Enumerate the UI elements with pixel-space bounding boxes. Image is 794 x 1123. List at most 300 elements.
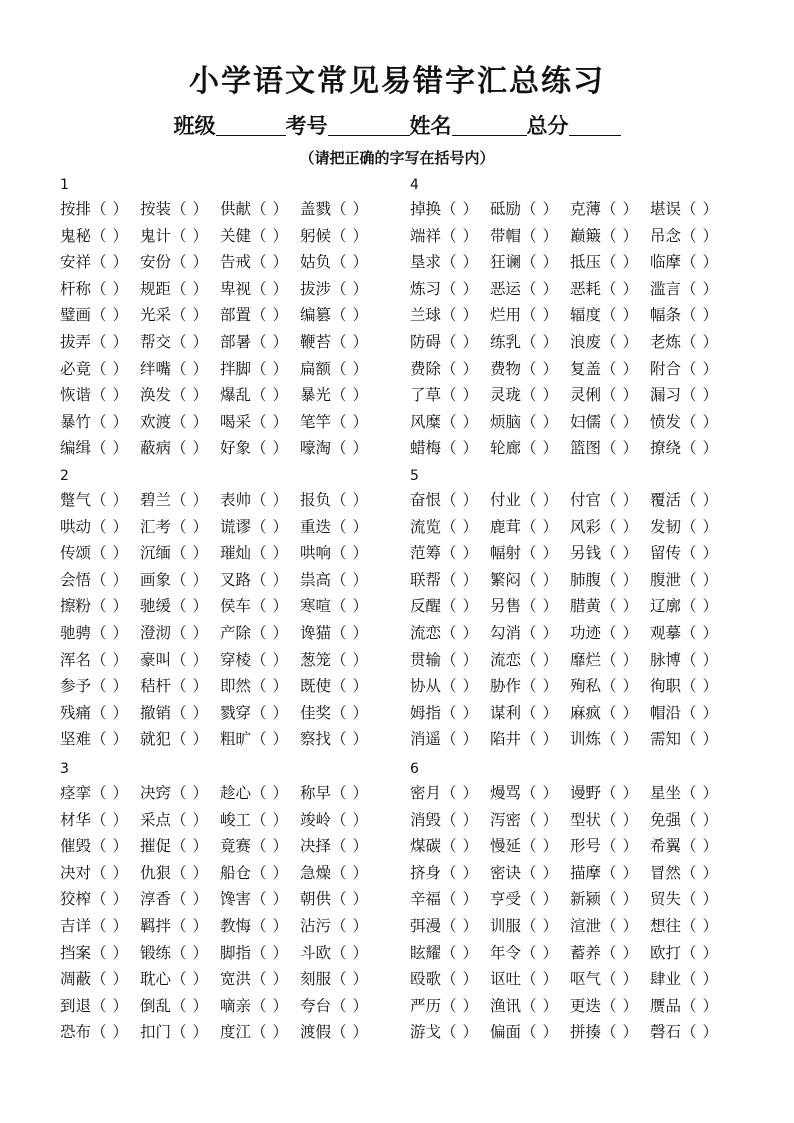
word-item[interactable] — [140, 780, 220, 807]
answer-paren-close: ） — [272, 359, 289, 378]
word-item[interactable] — [650, 514, 730, 541]
word-item[interactable] — [570, 382, 650, 409]
word-item[interactable] — [570, 940, 650, 967]
word-item[interactable] — [300, 409, 380, 436]
word-item[interactable] — [220, 409, 300, 436]
word-item[interactable] — [570, 329, 650, 356]
word-item[interactable] — [140, 329, 220, 356]
word-item[interactable] — [220, 647, 300, 674]
answer-paren-open: （ — [251, 386, 267, 405]
answer-paren-open: （ — [91, 943, 107, 962]
word-item[interactable] — [570, 913, 650, 940]
word-item[interactable] — [410, 647, 490, 674]
word-text: 流恋 — [410, 623, 442, 642]
word-item[interactable] — [220, 302, 300, 329]
word-item[interactable] — [300, 302, 380, 329]
word-item[interactable] — [300, 276, 380, 303]
word-item[interactable] — [140, 833, 220, 860]
answer-paren-close: ） — [272, 943, 289, 962]
word-item[interactable] — [490, 673, 570, 700]
word-item[interactable] — [220, 356, 300, 383]
word-item[interactable] — [300, 382, 380, 409]
word-item[interactable] — [490, 329, 570, 356]
word-item[interactable] — [410, 913, 490, 940]
word-text: 部暑 — [220, 332, 252, 351]
answer-paren-close: ） — [192, 359, 209, 378]
answer-paren-close: ） — [462, 837, 479, 856]
word-text: 姆指 — [410, 703, 442, 722]
answer-paren-open: （ — [441, 597, 457, 616]
word-item[interactable] — [140, 993, 220, 1020]
word-item[interactable] — [490, 249, 570, 276]
word-item[interactable] — [60, 249, 140, 276]
word-item[interactable] — [570, 593, 650, 620]
word-item[interactable] — [140, 1019, 220, 1046]
word-item[interactable] — [650, 409, 730, 436]
word-text: 复盖 — [570, 359, 602, 378]
word-item[interactable] — [490, 780, 570, 807]
word-item[interactable] — [650, 993, 730, 1020]
word-item[interactable] — [220, 487, 300, 514]
word-item[interactable] — [570, 196, 650, 223]
word-item[interactable] — [140, 382, 220, 409]
word-item[interactable] — [300, 966, 380, 993]
word-text: 船仓 — [220, 863, 252, 882]
word-text: 告戒 — [220, 253, 252, 272]
word-row — [60, 886, 390, 913]
word-item[interactable] — [410, 673, 490, 700]
word-item[interactable] — [650, 620, 730, 647]
word-item[interactable] — [300, 913, 380, 940]
word-item[interactable] — [570, 514, 650, 541]
word-item[interactable] — [410, 700, 490, 727]
word-item[interactable] — [60, 700, 140, 727]
word-item[interactable] — [570, 860, 650, 887]
word-item[interactable] — [570, 223, 650, 250]
answer-paren-close: ） — [542, 703, 559, 722]
word-item[interactable] — [490, 807, 570, 834]
answer-paren-open: （ — [441, 491, 457, 509]
word-item[interactable] — [650, 593, 730, 620]
answer-paren-close: ） — [542, 784, 559, 802]
word-item[interactable] — [140, 673, 220, 700]
word-item[interactable] — [300, 540, 380, 567]
answer-paren-open: （ — [521, 703, 537, 722]
word-item[interactable] — [490, 276, 570, 303]
word-item[interactable] — [140, 435, 220, 462]
word-item[interactable] — [490, 567, 570, 594]
answer-paren-close: ） — [462, 306, 479, 325]
class-field[interactable] — [216, 113, 286, 136]
word-item[interactable] — [410, 276, 490, 303]
word-item[interactable] — [650, 780, 730, 807]
word-item[interactable] — [490, 700, 570, 727]
word-item[interactable] — [570, 647, 650, 674]
word-text: 奋恨 — [410, 491, 442, 509]
word-item[interactable] — [220, 329, 300, 356]
word-item[interactable] — [650, 647, 730, 674]
word-item[interactable] — [220, 700, 300, 727]
word-item[interactable] — [410, 514, 490, 541]
word-item[interactable] — [490, 833, 570, 860]
word-item[interactable] — [300, 487, 380, 514]
word-item[interactable] — [220, 276, 300, 303]
word-item[interactable] — [490, 966, 570, 993]
word-item[interactable] — [140, 223, 220, 250]
word-item[interactable] — [570, 567, 650, 594]
word-item[interactable] — [60, 940, 140, 967]
word-text: 安祥 — [60, 253, 92, 272]
word-item[interactable] — [570, 807, 650, 834]
word-item[interactable] — [140, 540, 220, 567]
exam-number-field[interactable] — [328, 113, 410, 136]
word-item[interactable] — [410, 993, 490, 1020]
word-text: 慢延 — [490, 837, 522, 856]
word-item[interactable] — [140, 356, 220, 383]
word-item[interactable] — [300, 673, 380, 700]
word-item[interactable] — [140, 647, 220, 674]
word-item[interactable] — [300, 356, 380, 383]
word-item[interactable] — [490, 913, 570, 940]
word-item[interactable] — [490, 1019, 570, 1046]
word-item[interactable] — [570, 620, 650, 647]
word-item[interactable] — [650, 249, 730, 276]
word-item[interactable] — [220, 1019, 300, 1046]
word-item[interactable] — [570, 673, 650, 700]
word-item[interactable] — [570, 993, 650, 1020]
word-item[interactable] — [220, 593, 300, 620]
word-item[interactable] — [300, 196, 380, 223]
answer-paren-close: ） — [112, 332, 129, 351]
word-item[interactable] — [490, 860, 570, 887]
word-item[interactable] — [60, 487, 140, 514]
word-item[interactable] — [60, 647, 140, 674]
word-item[interactable] — [300, 249, 380, 276]
word-item[interactable] — [140, 567, 220, 594]
answer-paren-close: ） — [622, 650, 639, 669]
word-item[interactable] — [410, 940, 490, 967]
word-item[interactable] — [570, 409, 650, 436]
word-item[interactable] — [60, 833, 140, 860]
word-item[interactable] — [300, 940, 380, 967]
word-item[interactable] — [570, 833, 650, 860]
word-item[interactable] — [410, 409, 490, 436]
word-item[interactable] — [490, 940, 570, 967]
answer-paren-close: ） — [702, 837, 719, 856]
answer-paren-close: ） — [112, 570, 129, 589]
word-item[interactable] — [220, 886, 300, 913]
word-item[interactable] — [650, 329, 730, 356]
word-item[interactable] — [220, 249, 300, 276]
answer-paren-open: （ — [91, 386, 107, 405]
word-item[interactable] — [570, 886, 650, 913]
word-item[interactable] — [300, 993, 380, 1020]
word-text: 竣岭 — [300, 810, 332, 829]
word-item[interactable] — [300, 435, 380, 462]
word-item[interactable] — [410, 593, 490, 620]
word-item[interactable] — [140, 966, 220, 993]
word-item[interactable] — [300, 223, 380, 250]
word-item[interactable] — [650, 196, 730, 223]
word-item[interactable] — [570, 700, 650, 727]
answer-paren-open: （ — [681, 837, 697, 856]
word-row — [410, 780, 740, 807]
word-item[interactable] — [60, 409, 140, 436]
word-item[interactable] — [140, 913, 220, 940]
answer-paren-open: （ — [171, 517, 187, 536]
word-item[interactable] — [220, 780, 300, 807]
word-item[interactable] — [410, 620, 490, 647]
word-item[interactable] — [60, 382, 140, 409]
word-item[interactable] — [140, 196, 220, 223]
word-item[interactable] — [410, 540, 490, 567]
answer-paren-close: ） — [192, 332, 209, 351]
word-item[interactable] — [220, 382, 300, 409]
word-item[interactable] — [60, 913, 140, 940]
word-item[interactable] — [410, 223, 490, 250]
word-item[interactable] — [650, 382, 730, 409]
word-item[interactable] — [650, 726, 730, 753]
word-item[interactable] — [650, 833, 730, 860]
word-item[interactable] — [60, 276, 140, 303]
answer-paren-open: （ — [681, 279, 697, 298]
word-item[interactable] — [490, 487, 570, 514]
word-item[interactable] — [220, 807, 300, 834]
word-item[interactable] — [140, 276, 220, 303]
word-item[interactable] — [410, 356, 490, 383]
word-item[interactable] — [650, 1019, 730, 1046]
word-item[interactable] — [60, 966, 140, 993]
word-item[interactable] — [410, 726, 490, 753]
word-item[interactable] — [410, 860, 490, 887]
word-item[interactable] — [650, 673, 730, 700]
word-item[interactable] — [300, 780, 380, 807]
name-field[interactable] — [452, 113, 527, 136]
word-item[interactable] — [410, 249, 490, 276]
word-item[interactable] — [140, 807, 220, 834]
word-item[interactable] — [140, 860, 220, 887]
word-item[interactable] — [570, 249, 650, 276]
score-field[interactable] — [569, 113, 621, 136]
answer-paren-open: （ — [601, 517, 617, 536]
answer-paren-close: ） — [702, 623, 719, 642]
answer-paren-close: ） — [542, 650, 559, 669]
word-item[interactable] — [220, 514, 300, 541]
answer-paren-close: ） — [622, 386, 639, 405]
word-item[interactable] — [220, 620, 300, 647]
answer-paren-open: （ — [601, 677, 617, 696]
answer-paren-close: ） — [352, 677, 369, 696]
word-item[interactable] — [490, 647, 570, 674]
word-item[interactable] — [490, 620, 570, 647]
word-text: 谩野 — [570, 784, 602, 802]
word-item[interactable] — [410, 329, 490, 356]
word-item[interactable] — [60, 567, 140, 594]
word-item[interactable] — [300, 726, 380, 753]
word-item[interactable] — [570, 780, 650, 807]
word-item[interactable] — [60, 329, 140, 356]
word-item[interactable] — [300, 329, 380, 356]
word-item[interactable] — [410, 435, 490, 462]
word-item[interactable] — [650, 276, 730, 303]
word-item[interactable] — [410, 780, 490, 807]
answer-paren-open: （ — [681, 730, 697, 749]
word-item[interactable] — [60, 223, 140, 250]
word-item[interactable] — [570, 540, 650, 567]
word-item[interactable] — [140, 249, 220, 276]
word-item[interactable] — [650, 540, 730, 567]
word-item[interactable] — [220, 833, 300, 860]
answer-paren-close: ） — [272, 386, 289, 405]
word-item[interactable] — [220, 726, 300, 753]
word-item[interactable] — [490, 435, 570, 462]
word-item[interactable] — [60, 1019, 140, 1046]
word-text: 附合 — [650, 359, 682, 378]
word-item[interactable] — [60, 302, 140, 329]
word-item[interactable] — [300, 700, 380, 727]
word-item[interactable] — [650, 913, 730, 940]
word-item[interactable] — [140, 409, 220, 436]
word-item[interactable] — [490, 196, 570, 223]
word-item[interactable] — [490, 409, 570, 436]
word-item[interactable] — [570, 966, 650, 993]
word-item[interactable] — [570, 726, 650, 753]
word-item[interactable] — [570, 1019, 650, 1046]
word-item[interactable] — [650, 487, 730, 514]
word-item[interactable] — [60, 196, 140, 223]
word-item[interactable] — [220, 673, 300, 700]
answer-paren-close: ） — [462, 784, 479, 802]
word-item[interactable] — [570, 276, 650, 303]
answer-paren-close: ） — [272, 916, 289, 935]
word-item[interactable] — [140, 886, 220, 913]
word-item[interactable] — [300, 593, 380, 620]
word-item[interactable] — [570, 302, 650, 329]
word-item[interactable] — [490, 302, 570, 329]
word-item[interactable] — [650, 700, 730, 727]
word-item[interactable] — [300, 886, 380, 913]
word-item[interactable] — [410, 966, 490, 993]
word-item[interactable] — [650, 886, 730, 913]
word-item[interactable] — [650, 860, 730, 887]
word-item[interactable] — [140, 514, 220, 541]
answer-paren-close: ） — [462, 226, 479, 245]
word-item[interactable] — [140, 940, 220, 967]
word-item[interactable] — [60, 593, 140, 620]
word-item[interactable] — [220, 540, 300, 567]
word-item[interactable] — [60, 780, 140, 807]
word-item[interactable] — [220, 940, 300, 967]
word-item[interactable] — [410, 833, 490, 860]
word-item[interactable] — [650, 940, 730, 967]
word-item[interactable] — [220, 567, 300, 594]
answer-paren-close: ） — [462, 730, 479, 749]
word-row — [410, 382, 740, 409]
word-item[interactable] — [140, 593, 220, 620]
word-item[interactable] — [490, 993, 570, 1020]
word-item[interactable] — [410, 487, 490, 514]
word-item[interactable] — [410, 196, 490, 223]
word-item[interactable] — [490, 356, 570, 383]
word-item[interactable] — [300, 833, 380, 860]
word-item[interactable] — [220, 993, 300, 1020]
word-item[interactable] — [410, 1019, 490, 1046]
word-item[interactable] — [410, 886, 490, 913]
word-item[interactable] — [650, 966, 730, 993]
word-item[interactable] — [60, 993, 140, 1020]
word-item[interactable] — [490, 886, 570, 913]
word-item[interactable] — [220, 913, 300, 940]
word-item[interactable] — [570, 435, 650, 462]
word-item[interactable] — [410, 382, 490, 409]
word-item[interactable] — [650, 807, 730, 834]
word-item[interactable] — [650, 302, 730, 329]
word-item[interactable] — [300, 860, 380, 887]
word-text: 磬石 — [650, 1023, 682, 1042]
word-item[interactable] — [410, 567, 490, 594]
word-item[interactable] — [650, 356, 730, 383]
word-item[interactable] — [490, 593, 570, 620]
word-item[interactable] — [60, 540, 140, 567]
word-row — [60, 276, 390, 303]
answer-paren-open: （ — [331, 784, 347, 802]
word-item[interactable] — [410, 807, 490, 834]
word-item[interactable] — [140, 302, 220, 329]
word-item[interactable] — [650, 567, 730, 594]
word-item[interactable] — [570, 487, 650, 514]
word-item[interactable] — [490, 514, 570, 541]
word-item[interactable] — [410, 302, 490, 329]
word-item[interactable] — [60, 620, 140, 647]
word-item[interactable] — [60, 886, 140, 913]
word-item[interactable] — [490, 540, 570, 567]
word-item[interactable] — [300, 514, 380, 541]
word-item[interactable] — [140, 700, 220, 727]
word-item[interactable] — [220, 223, 300, 250]
word-text: 挤身 — [410, 863, 442, 882]
word-item[interactable] — [220, 196, 300, 223]
word-item[interactable] — [300, 647, 380, 674]
word-item[interactable] — [300, 1019, 380, 1046]
word-item[interactable] — [60, 435, 140, 462]
word-item[interactable] — [220, 966, 300, 993]
word-item[interactable] — [650, 223, 730, 250]
answer-paren-open: （ — [91, 279, 107, 298]
word-item[interactable] — [220, 435, 300, 462]
word-item[interactable] — [490, 382, 570, 409]
answer-paren-open: （ — [601, 784, 617, 802]
word-item[interactable] — [60, 807, 140, 834]
word-item[interactable] — [140, 487, 220, 514]
word-item[interactable] — [490, 223, 570, 250]
word-item[interactable] — [60, 514, 140, 541]
word-item[interactable] — [570, 356, 650, 383]
word-item[interactable] — [650, 435, 730, 462]
word-item[interactable] — [60, 356, 140, 383]
word-item[interactable] — [140, 620, 220, 647]
word-item[interactable] — [220, 860, 300, 887]
word-item[interactable] — [300, 567, 380, 594]
word-item[interactable] — [60, 860, 140, 887]
word-text: 馋害 — [220, 890, 252, 909]
word-item[interactable] — [300, 620, 380, 647]
word-item[interactable] — [490, 726, 570, 753]
word-item[interactable] — [60, 726, 140, 753]
word-item[interactable] — [300, 807, 380, 834]
word-item[interactable] — [60, 673, 140, 700]
word-row — [410, 514, 740, 541]
word-item[interactable] — [140, 726, 220, 753]
